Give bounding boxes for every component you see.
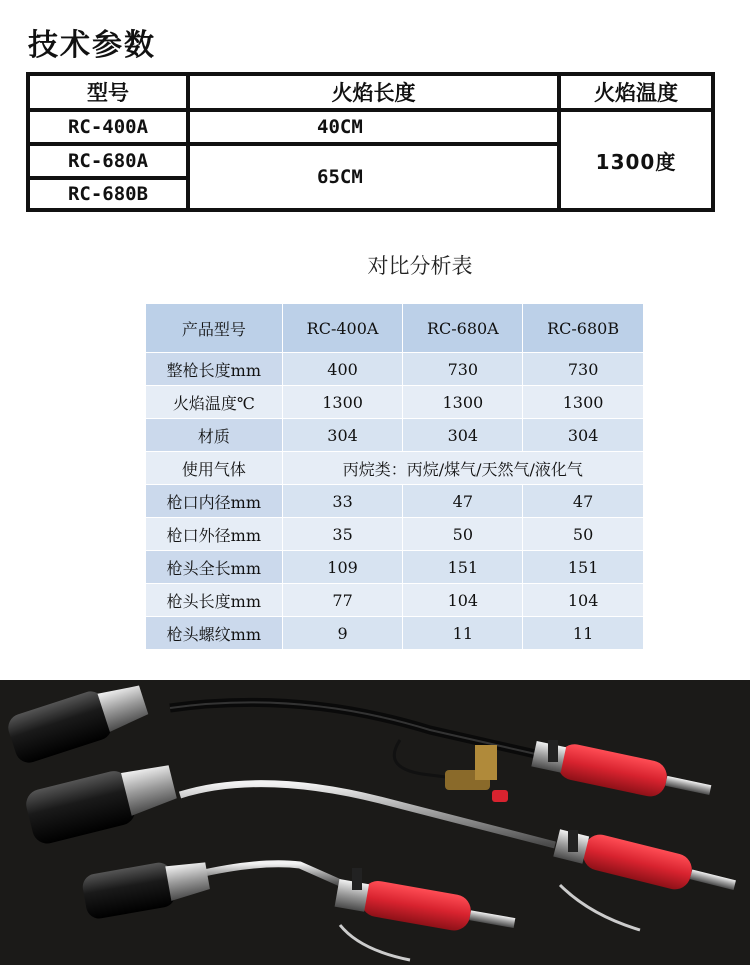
table-cell: 11 [403,617,523,650]
row-label: 材质 [146,419,283,452]
header-cell: RC-680B [523,304,644,353]
spec-flame-length-rc680: 65CM [190,146,557,208]
table-row [146,485,644,518]
table-cell: 151 [403,551,523,584]
table-row [146,518,644,551]
spec-model-rc680b: RC-680B [30,180,186,208]
table-cell: 77 [282,584,403,617]
spec-flame-length-rc400a: 40CM [190,112,557,142]
table-cell: 50 [403,518,523,551]
spec-table [26,72,715,212]
table-cell: 11 [523,617,644,650]
table-cell: 730 [403,353,523,386]
table-cell: 151 [523,551,644,584]
comparison-title: 对比分析表 [367,254,473,278]
table-row [146,419,644,452]
header-cell: RC-680A [403,304,523,353]
row-label: 枪头螺纹mm [146,617,283,650]
gas-type-cell: 丙烷类：丙烷/煤气/天然气/液化气 [282,452,643,485]
row-label: 枪口内径mm [146,485,283,518]
torch-illustration [0,680,750,965]
table-cell: 1300 [282,386,403,419]
table-cell: 104 [403,584,523,617]
table-cell: 47 [523,485,644,518]
spec-header-flame-temp: 火焰温度 [561,76,711,108]
table-cell: 304 [523,419,644,452]
spec-model-rc400a: RC-400A [30,112,186,142]
header-cell: RC-400A [282,304,403,353]
table-cell: 35 [282,518,403,551]
product-photo [0,680,750,965]
page-heading: 技术参数 [28,28,156,63]
spec-header-flame-length: 火焰长度 [190,76,557,108]
row-label: 整枪长度mm [146,353,283,386]
row-label: 火焰温度℃ [146,386,283,419]
comparison-table [145,303,644,650]
table-row [146,551,644,584]
spec-model-rc680a: RC-680A [30,146,186,176]
table-cell: 400 [282,353,403,386]
comparison-header-row [146,304,644,353]
table-cell: 1300 [403,386,523,419]
table-cell: 104 [523,584,644,617]
table-cell: 47 [403,485,523,518]
table-cell: 1300 [523,386,644,419]
table-row [146,386,644,419]
table-cell: 9 [282,617,403,650]
table-cell: 109 [282,551,403,584]
table-cell: 33 [282,485,403,518]
table-cell: 304 [282,419,403,452]
table-cell: 304 [403,419,523,452]
table-row [146,353,644,386]
row-label: 枪头长度mm [146,584,283,617]
header-cell: 产品型号 [146,304,283,353]
table-row [146,584,644,617]
table-cell: 50 [523,518,644,551]
table-row [146,452,644,485]
row-label: 使用气体 [146,452,283,485]
table-row [146,617,644,650]
table-cell: 730 [523,353,644,386]
spec-header-model: 型号 [30,76,186,108]
row-label: 枪口外径mm [146,518,283,551]
row-label: 枪头全长mm [146,551,283,584]
spec-flame-temperature: 1300度 [561,112,711,208]
